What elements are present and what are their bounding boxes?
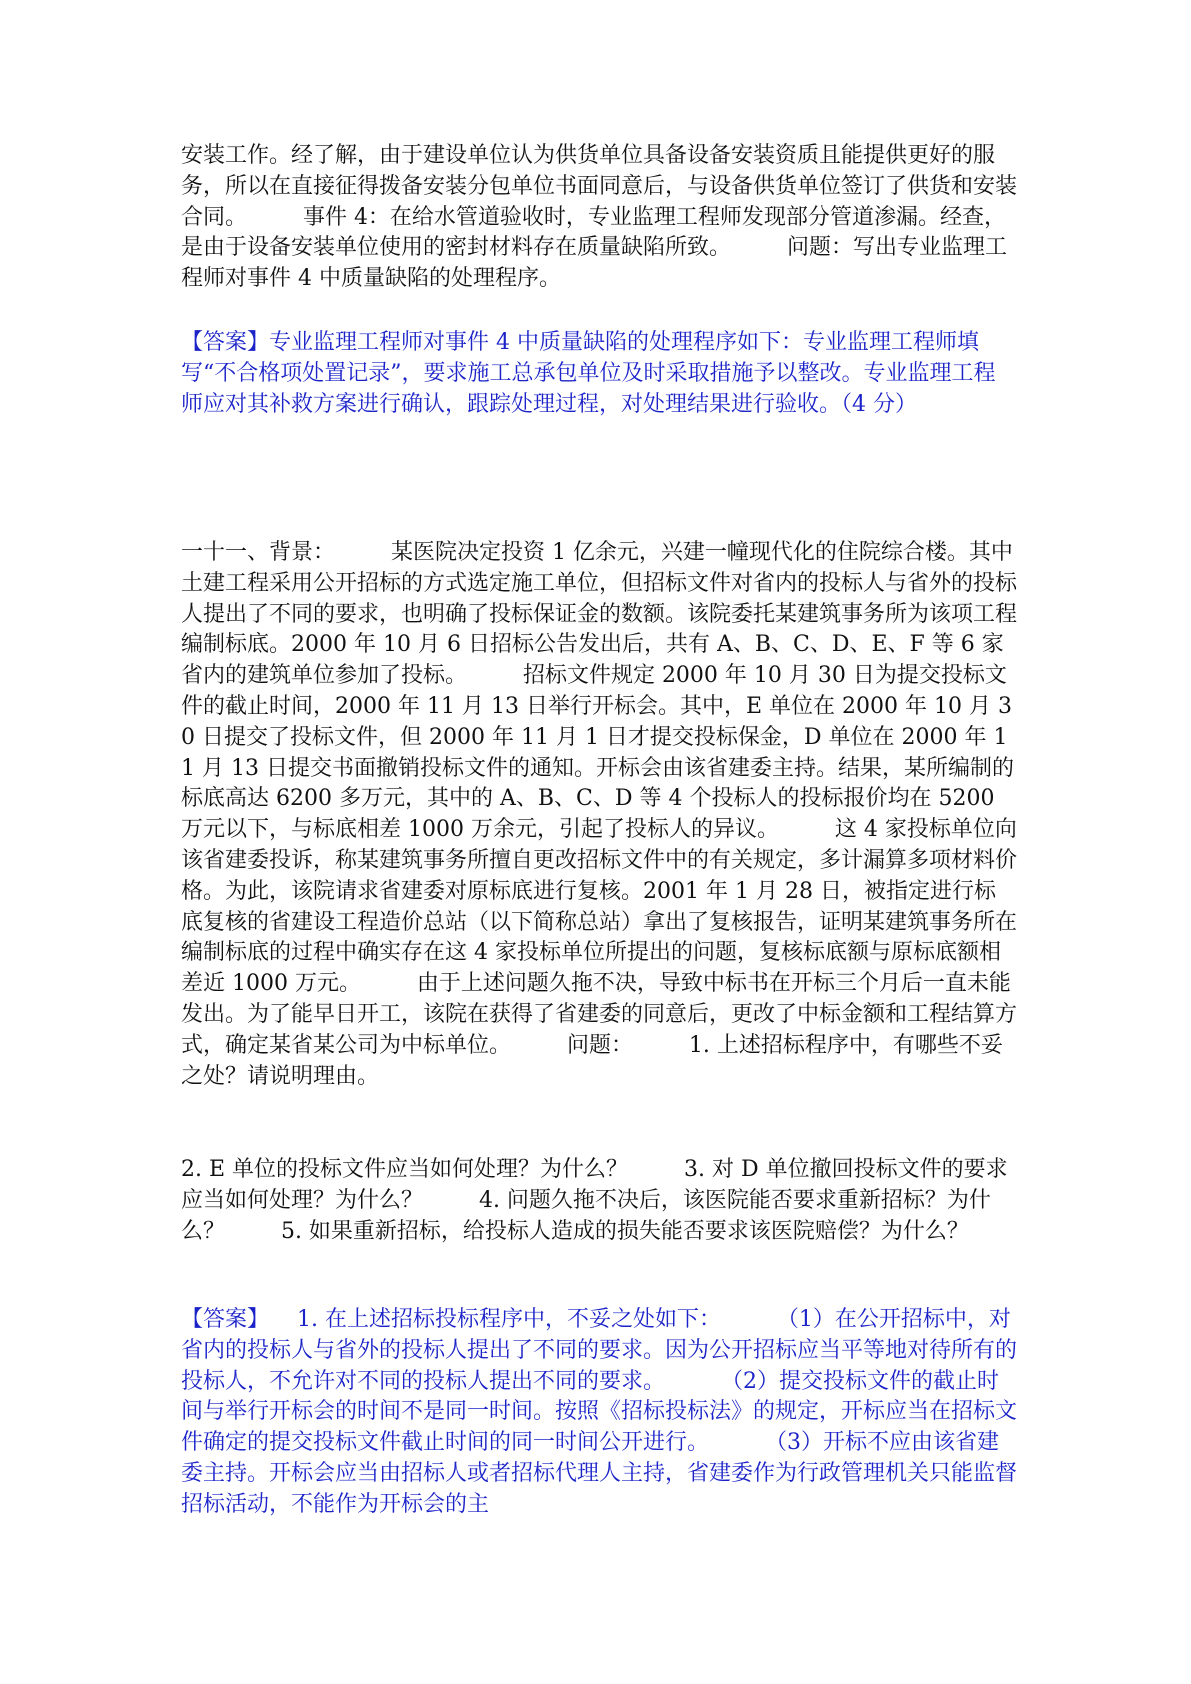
paragraph-text: 专业监理工程师对事件 4 中质量缺陷的处理程序如下：专业监理工程师填写“不合格项处置记录”，要求施工总承包单位及时采取措施予以整改。专业监理工程师应对其补救方案进行确认，跟踪处理过程，对处理结果进行验收。（4 分） (181, 330, 996, 417)
question-paragraph-sub-questions (181, 1155, 1017, 1247)
paragraph-text: 安装工作。经了解，由于建设单位认为供货单位具备设备安装资质且能提供更好的服务，所以在直接征得拨备安装分包单位书面同意后，与设备供货单位签订了供货和安装合同。 事件 4：在给水管道验收时，专业监理工程师发现部分管道渗漏。经查，是由于设备安装单位使用的密封材料存在质量缺陷所致。 问题：写出专业监理工程师对事件 4 中质量缺陷的处理程序。 (181, 143, 1018, 292)
paragraph-text: 一十一、背景： 某医院决定投资 1 亿余元，兴建一幢现代化的住院综合楼。其中土建工程采用公开招标的方式选定施工单位，但招标文件对省内的投标人与省外的投标人提出了不同的要求，也明确了投标保证金的数额。该院委托某建筑事务所为该项工程编制标底。2000 年 10 月 6 日招标公告发出后，共有 A、B、C、D、E、F 等 6 家省内的建筑单位参加了投标。 招标文件规定 2000 年 10 月 30 日为提交投标文件的截止时间，2000 年 11 月 13 日举行开标会。其中，E 单位在 2000 年 10 月 30 日提交了投标文件，但 2000 年 11 月 1 日才提交投标保金，D 单位在 2000 年 11 月 13 日提交书面撤销投标文件的通知。开标会由该省建委主持。结果，某所编制的标底高达 6200 多万元，其中的 A、B、C、D 等 4 个投标人的投标报价均在 5200 万元以下，与标底相差 1000 万余元，引起了投标人的异议。 这 4 家投标单位向该省建委投诉，称某建筑事务所擅自更改招标文件中的有关规定，多计漏算多项材料价格。为此，该院请求省建委对原标底进行复核。2001 年 1 月 28 日，被指定进行标底复核的省建设工程造价总站（以下简称总站）拿出了复核报告，证明某建筑事务所在编制标底的过程中确实存在这 4 家投标单位所提出的问题，复核标底额与原标底额相差近 1000 万元。 由于上述问题久拖不决，导致中标书在开标三个月后一直未能发出。为了能早日开工，该院在获得了省建委的同意后，更改了中标金额和工程结算方式，确定某省某公司为中标单位。 问题： 1. 上述招标程序中，有哪些不妥之处？请说明理由。 (181, 540, 1018, 1089)
paragraph-text: 2. E 单位的投标文件应当如何处理？为什么？ 3. 对 D 单位撤回投标文件的要求应当如何处理？为什么？ 4. 问题久拖不决后，该医院能否要求重新招标？为什么？ 5. 如果重新招标，给投标人造成的损失能否要求该医院赔偿？为什么？ (181, 1157, 1008, 1244)
question-paragraph-event-4 (181, 141, 1017, 295)
paragraph-text: 1. 在上述招标投标程序中，不妥之处如下： （1）在公开招标中，对省内的投标人与省外的投标人提出了不同的要求。因为公开招标应当平等地对待所有的投标人，不允许对不同的投标人提出不同的要求。 （2）提交投标文件的截止时间与举行开标会的时间不是同一时间。按照《招标投标法》的规定，开标应当在招标文件确定的提交投标文件截止时间的同一时间公开进行。 （3）开标不应由该省建委主持。开标会应当由招标人或者招标代理人主持，省建委作为行政管理机关只能监督招标活动，不能作为开标会的主 (181, 1307, 1018, 1517)
answer-label: 【答案】 (181, 1307, 270, 1332)
answer-paragraph-2 (181, 1305, 1017, 1521)
question-paragraph-background-11 (181, 538, 1017, 1092)
answer-label: 【答案】 (181, 330, 270, 355)
answer-paragraph-1 (181, 328, 1017, 420)
